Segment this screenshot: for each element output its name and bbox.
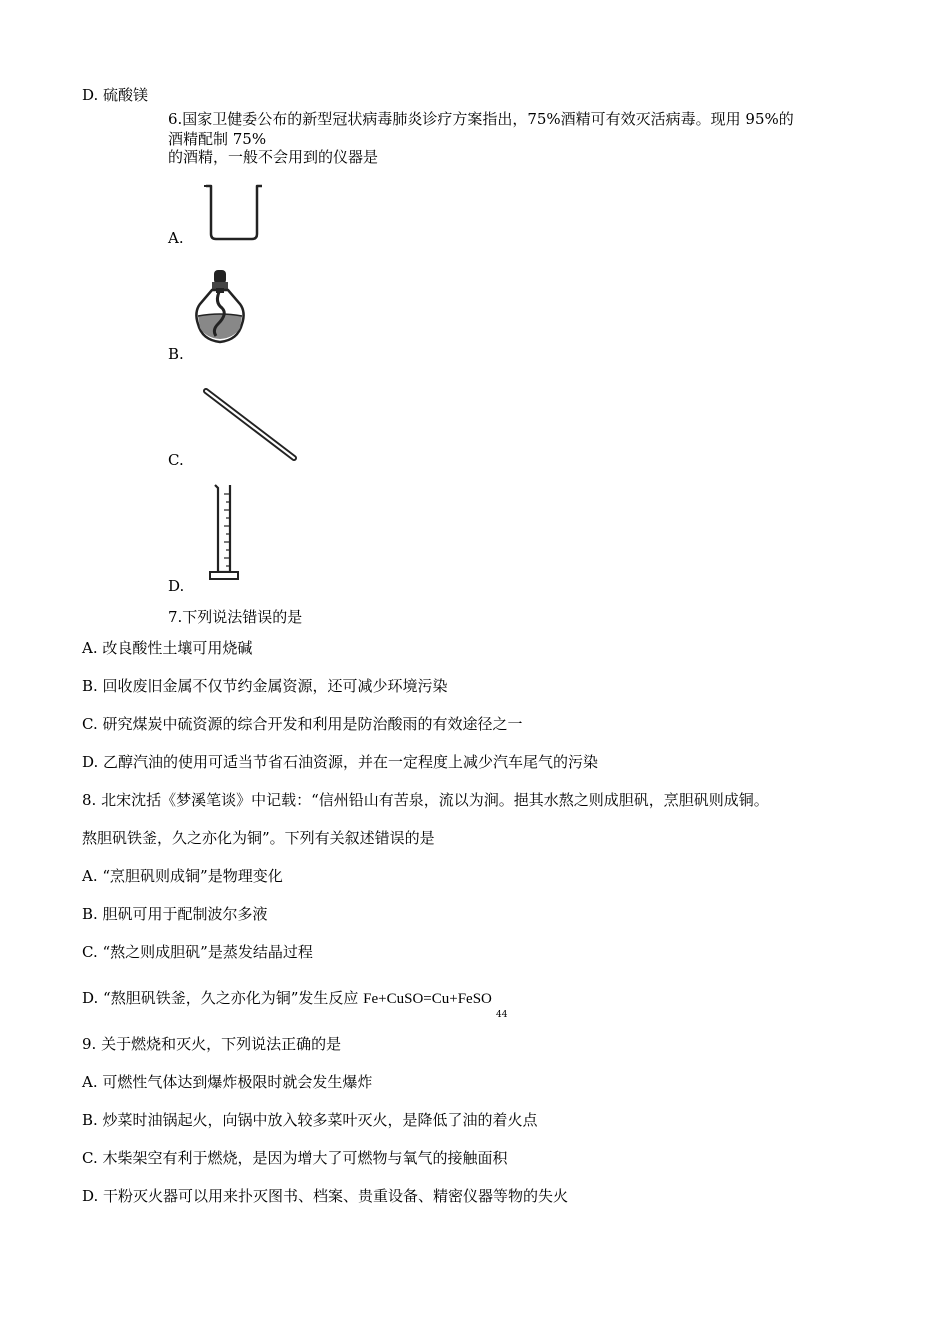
q6-option-c-label: C. (168, 451, 184, 469)
q7-option-d: D. 乙醇汽油的使用可适当节省石油资源，并在一定程度上减少汽车尾气的污染 (82, 753, 599, 771)
q8-option-a: A. “烹胆矾则成铜”是物理变化 (82, 867, 283, 885)
q8-option-b: B. 胆矾可用于配制波尔多液 (82, 905, 268, 923)
q8-stem-line2: 熬胆矾铁釜，久之亦化为铜”。下列有关叙述错误的是 (82, 829, 435, 847)
alcohol-lamp-icon (192, 268, 248, 348)
q6-option-a-label: A. (168, 229, 184, 247)
q7-option-b: B. 回收废旧金属不仅节约金属资源，还可减少环境污染 (82, 677, 448, 695)
q7-option-c: C. 研究煤炭中硫资源的综合开发和利用是防治酸雨的有效途径之一 (82, 715, 523, 733)
q6-option-b-label: B. (168, 345, 184, 363)
q9-option-b: B. 炒菜时油锅起火，向锅中放入较多菜叶灭火，是降低了油的着火点 (82, 1111, 538, 1129)
q9-option-a: A. 可燃性气体达到爆炸极限时就会发生爆炸 (82, 1073, 373, 1091)
q7-option-a: A. 改良酸性土壤可用烧碱 (82, 639, 253, 657)
q9-option-c: C. 木柴架空有利于燃烧，是因为增大了可燃物与氧气的接触面积 (82, 1149, 508, 1167)
q8-option-d-formula: Fe+CuSO=Cu+FeSO (363, 991, 492, 1007)
graduated-cylinder-icon (206, 482, 242, 582)
q8-option-d (82, 989, 492, 1008)
q6-stem-line1: 6.国家卫健委公布的新型冠状病毒肺炎诊疗方案指出，75%酒精可有效灭活病毒。现用 95%的 (168, 110, 794, 128)
q8-stem-line1: 8. 北宋沈括《梦溪笔谈》中记载：“信州铅山有苦泉，流以为涧。挹其水熬之则成胆矾，烹胆矾则成铜。 (82, 791, 769, 809)
q6-stem-line3: 的酒精，一般不会用到的仪器是 (168, 148, 379, 166)
q6-option-d-label: D. (168, 577, 185, 595)
q8-formula-subscripts: 44 (496, 1010, 508, 1020)
q9-stem: 9. 关于燃烧和灭火，下列说法正确的是 (82, 1035, 342, 1053)
q8-option-d-text: D. “熬胆矾铁釜，久之亦化为铜”发生反应 (82, 989, 359, 1007)
q7-stem: 7.下列说法错误的是 (168, 608, 303, 626)
q6-stem-line2: 酒精配制 75% (168, 130, 267, 148)
beaker-icon (202, 182, 266, 242)
q5-option-d: D. 硫酸镁 (82, 86, 149, 104)
glass-rod-icon (200, 386, 300, 464)
q8-option-c: C. “熬之则成胆矾”是蒸发结晶过程 (82, 943, 313, 961)
q9-option-d: D. 干粉灭火器可以用来扑灭图书、档案、贵重设备、精密仪器等物的失火 (82, 1187, 569, 1205)
